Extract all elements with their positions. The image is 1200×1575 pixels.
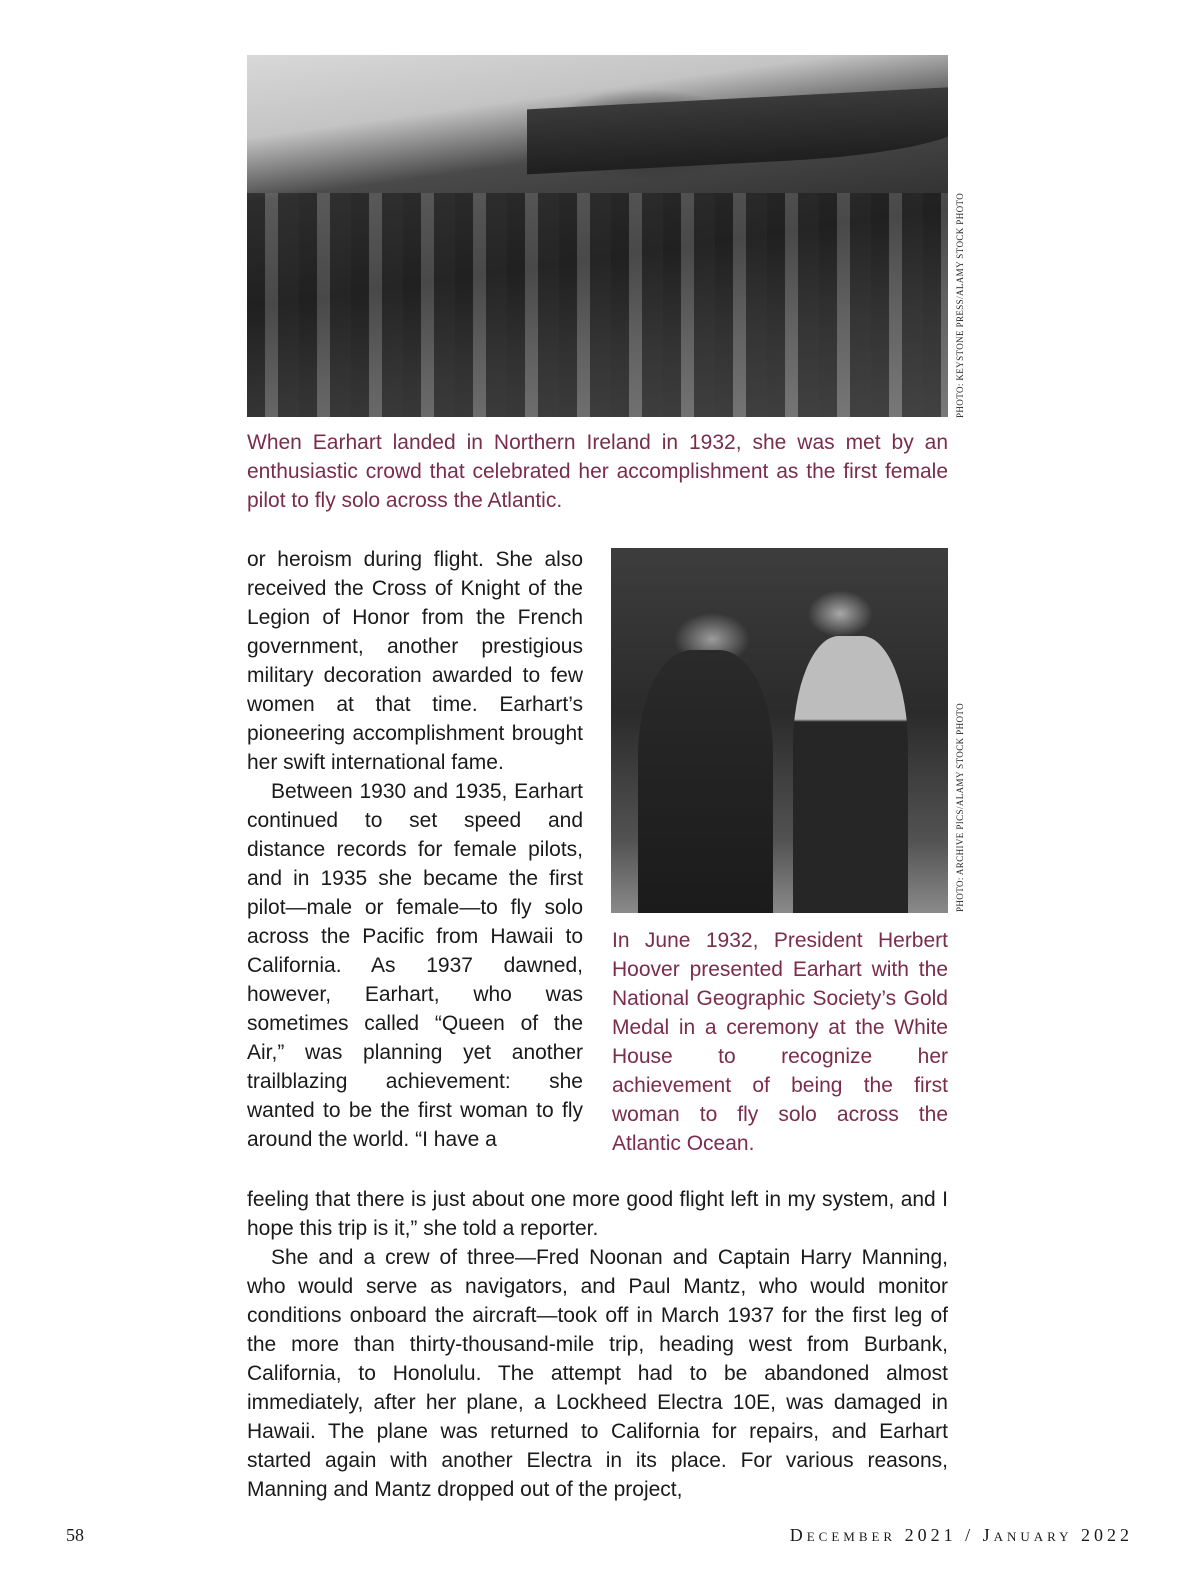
paragraph-1: or heroism during flight. She also received the Cross of Knight of the Legion of Honor from the French government, another prestigious military decoration awarded to few women at that time. Earhart’s pioneering accomplishment brought her swift international fame. xyxy=(247,548,583,774)
caption-side: In June 1932, President Herbert Hoover presented Earhart with the National Geographic Society’s Gold Medal in a ceremony at the White House to recognize her achievement of being the first woman to fly solo across the Atlantic Ocean. xyxy=(612,929,948,1155)
crowd-photo xyxy=(247,55,948,417)
paragraph-4: She and a crew of three—Fred Noonan and Captain Harry Manning, who would serve as navigators, and Paul Mantz, who would monitor conditions onboard the aircraft—took off in March 1937 for the first leg of the more than thirty-thousand-mile trip, heading west from Burbank, California, to Honolulu. The attempt had to be abandoned almost immediately, after her plane, a Lockheed Electra 10E, was damaged in Hawaii. The plane was returned to California for repairs, and Earhart started again with another Electra in its place. For various reasons, Manning and Mantz dropped out of the project, xyxy=(247,1246,948,1501)
issue-date: December 2021 / January 2022 xyxy=(789,1525,1133,1545)
paragraph-2: Between 1930 and 1935, Earhart continued to set speed and distance records for female pilots, and in 1935 she became the first pilot—male or female—to fly solo across the Pacific from Hawaii to California. As 1937 dawned, however, Earhart, who was sometimes called “Queen of the Air,” was planning yet another trailblazing achievement: she wanted to be the first woman to fly around the world. “I have a xyxy=(247,780,583,1151)
caption-top: When Earhart landed in Northern Ireland in 1932, she was met by an enthusiastic crowd that celebrated her accomplishment as the first female pilot to fly solo across the Atlantic. xyxy=(247,431,948,512)
article-column xyxy=(247,545,583,1154)
photo-credit-side: PHOTO: ARCHIVE PICS/ALAMY STOCK PHOTO xyxy=(955,703,965,912)
page-number: 58 xyxy=(66,1525,84,1545)
article-full-width xyxy=(247,1185,948,1504)
airplane-wing-shape xyxy=(527,87,948,175)
figure-man-shape xyxy=(638,650,773,913)
hoover-earhart-photo xyxy=(611,548,948,913)
photo-credit-top: PHOTO: KEYSTONE PRESS/ALAMY STOCK PHOTO xyxy=(955,192,965,418)
crowd-shape xyxy=(247,193,948,417)
figure-woman-shape xyxy=(793,636,908,913)
paragraph-3: feeling that there is just about one more good flight left in my system, and I hope this trip is it,” she told a reporter. xyxy=(247,1188,948,1240)
